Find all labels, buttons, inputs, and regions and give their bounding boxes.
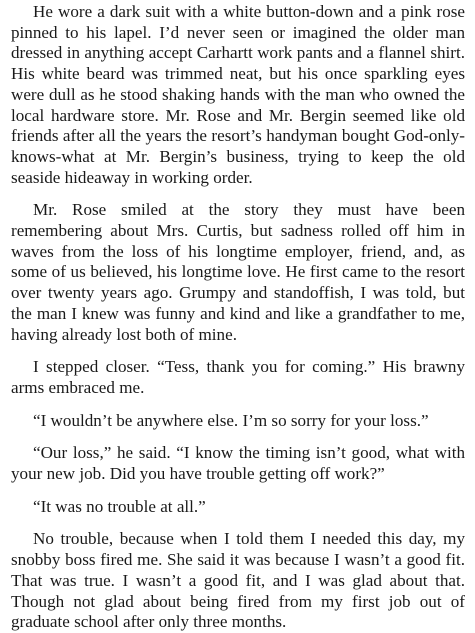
book-page <box>11 2 465 633</box>
paragraph-fired: No trouble, because when I told them I needed this day, my snobby boss fired me. She said it was because I wasn’t a good fit. That was true. I wasn’t a good fit, and I was glad about that. Though not glad about being fired from my first job out of graduate school after only three months. <box>11 529 465 632</box>
paragraph-condolence: “I wouldn’t be anywhere else. I’m so sorry for your loss.” <box>33 410 429 430</box>
paragraph-no-trouble-reply: “It was no trouble at all.” <box>33 496 206 516</box>
paragraph-mr-rose-sadness: Mr. Rose smiled at the story they must have been remembering about Mrs. Curtis, but sadness rolled off him in waves from the loss of his longtime employer, friend, and, as some of us believed, his longtime love. He first came to the resort over twenty years ago. Grumpy and standoffish, I was told, but the man I knew was funny and kind and like a grandfather to me, having already lost both of mine. <box>11 200 465 344</box>
paragraph-suit-description: He wore a dark suit with a white button-down and a pink rose pinned to his lapel. I’d never seen or imagined the older man dressed in anything accept Carhartt work pants and a flannel shirt. His white beard was trimmed neat, but his once sparkling eyes were dull as he stood shaking hands with the man who owned the local hardware store. Mr. Rose and Mr. Bergin seemed like old friends after all the years the resort’s handyman bought God-only-knows-what at Mr. Bergin’s business, trying to keep the old seaside hideaway in working order. <box>11 2 465 187</box>
paragraph-stepped-closer: I stepped closer. “Tess, thank you for coming.” His brawny arms embraced me. <box>11 357 465 397</box>
paragraph-our-loss: “Our loss,” he said. “I know the timing isn’t good, what with your new job. Did you have trouble getting off work?” <box>11 443 465 484</box>
